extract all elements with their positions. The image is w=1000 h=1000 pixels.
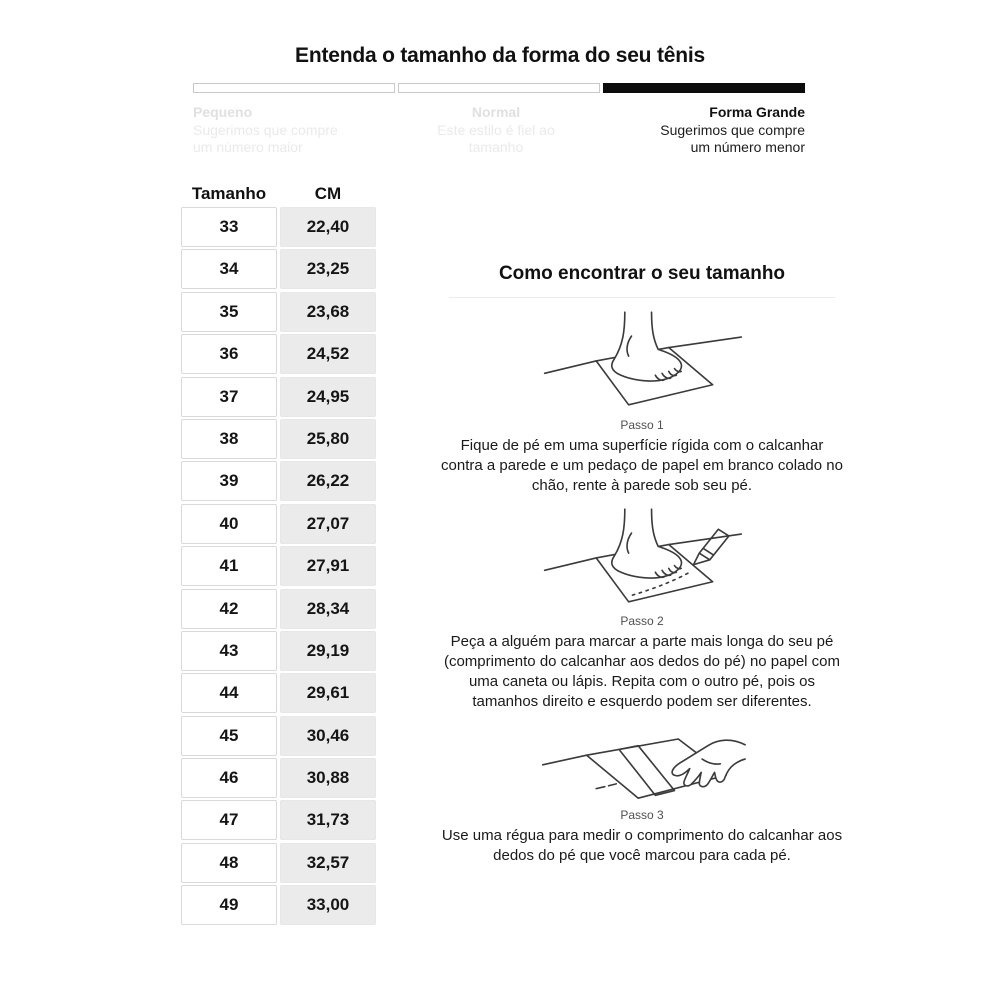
step-1-text: Fique de pé em uma superfície rígida com o calcanhar contra a parede e um pedaço de papel em branco colado no chão, rente à parede sob seu pé.	[441, 437, 843, 494]
fit-label-title: Normal	[471, 104, 521, 120]
foot-marking-with-pencil-icon	[537, 506, 747, 606]
step-2-text: Peça a alguém para marcar a parte mais longa do seu pé (comprimento do calcanhar aos dedos do pé) no papel com uma caneta ou lápis. Repita com o outro pé, pois os tamanhos direito e esquerdo podem ser diferentes.	[443, 633, 841, 710]
size-table-header	[181, 185, 376, 203]
size-cell: 49	[181, 885, 277, 925]
table-row	[181, 716, 376, 756]
size-table-header-cm: CM	[314, 184, 342, 203]
fit-meter	[193, 83, 805, 157]
page-title: Entenda o tamanho da forma do seu tênis	[295, 44, 705, 67]
table-row	[181, 504, 376, 544]
cm-cell: 29,61	[280, 673, 376, 713]
fit-label-normal	[414, 104, 579, 157]
cm-cell: 24,95	[280, 377, 376, 417]
table-row	[181, 377, 376, 417]
fit-label-pequeno	[193, 104, 349, 157]
size-cell: 46	[181, 758, 277, 798]
guide-title: Como encontrar o seu tamanho	[498, 263, 786, 284]
table-row	[181, 546, 376, 586]
cm-cell: 31,73	[280, 800, 376, 840]
size-cell: 48	[181, 843, 277, 883]
table-row	[181, 249, 376, 289]
cm-cell: 28,34	[280, 589, 376, 629]
table-row	[181, 673, 376, 713]
fit-label-title: Pequeno	[193, 104, 253, 120]
cm-cell: 26,22	[280, 461, 376, 501]
size-cell: 45	[181, 716, 277, 756]
size-cell: 42	[181, 589, 277, 629]
cm-cell: 27,07	[280, 504, 376, 544]
size-table	[181, 185, 376, 928]
cm-cell: 23,25	[280, 249, 376, 289]
size-cell: 47	[181, 800, 277, 840]
step-1-caption: Passo 1	[620, 418, 664, 432]
table-row	[181, 461, 376, 501]
table-row	[181, 758, 376, 798]
table-row	[181, 207, 376, 247]
cm-cell: 30,46	[280, 716, 376, 756]
table-row	[181, 843, 376, 883]
fit-label-title: Forma Grande	[709, 104, 805, 120]
size-cell: 38	[181, 419, 277, 459]
cm-cell: 25,80	[280, 419, 376, 459]
fit-label-description: Sugerimos que compre um número maior	[193, 121, 338, 155]
table-row	[181, 800, 376, 840]
fit-label-forma-grande	[643, 104, 805, 157]
table-row	[181, 589, 376, 629]
step-3-text: Use uma régua para medir o comprimento do calcanhar aos dedos do pé que você marcou para cada pé.	[441, 827, 843, 864]
size-cell: 33	[181, 207, 277, 247]
size-cell: 37	[181, 377, 277, 417]
cm-cell: 30,88	[280, 758, 376, 798]
size-cell: 34	[181, 249, 277, 289]
table-row	[181, 419, 376, 459]
table-row	[181, 334, 376, 374]
fit-meter-labels	[193, 104, 805, 157]
size-cell: 43	[181, 631, 277, 671]
size-cell: 36	[181, 334, 277, 374]
table-row	[181, 885, 376, 925]
fit-label-description: Sugerimos que compre um número menor	[660, 121, 805, 155]
cm-cell: 33,00	[280, 885, 376, 925]
size-guide	[441, 262, 843, 866]
foot-on-paper-icon	[537, 308, 747, 410]
step-3-caption: Passo 3	[620, 808, 664, 822]
cm-cell: 22,40	[280, 207, 376, 247]
fit-meter-segment-normal	[398, 83, 600, 93]
fit-label-description: Este estilo é fiel ao tamanho	[437, 121, 555, 155]
step-2-caption: Passo 2	[620, 614, 664, 628]
size-table-body	[181, 207, 376, 925]
size-cell: 44	[181, 673, 277, 713]
table-row	[181, 292, 376, 332]
cm-cell: 23,68	[280, 292, 376, 332]
fit-meter-segment-forma-grande	[603, 83, 805, 93]
table-row	[181, 631, 376, 671]
cm-cell: 29,19	[280, 631, 376, 671]
size-cell: 40	[181, 504, 277, 544]
fit-meter-bars	[193, 83, 805, 93]
size-cell: 41	[181, 546, 277, 586]
guide-divider	[449, 297, 835, 298]
size-cell: 35	[181, 292, 277, 332]
cm-cell: 32,57	[280, 843, 376, 883]
cm-cell: 24,52	[280, 334, 376, 374]
hand-with-ruler-icon	[537, 718, 747, 802]
cm-cell: 27,91	[280, 546, 376, 586]
fit-meter-segment-pequeno	[193, 83, 395, 93]
size-cell: 39	[181, 461, 277, 501]
size-table-header-size: Tamanho	[191, 184, 267, 203]
